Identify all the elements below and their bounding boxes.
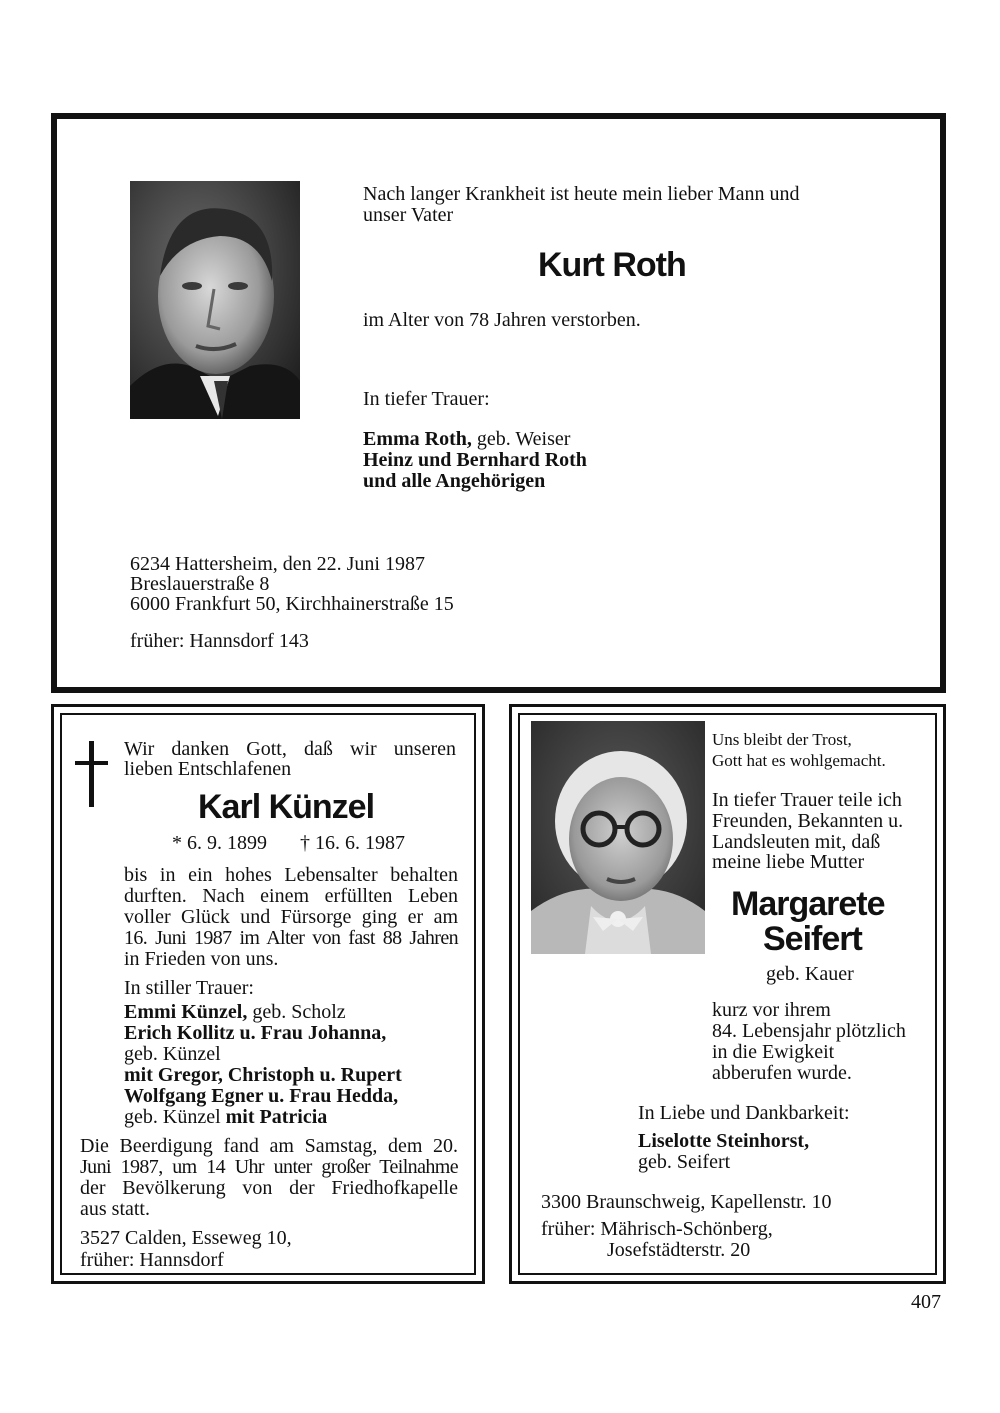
body-line: durften. Nach einem erfüllten Leben	[124, 885, 458, 907]
deceased-name: Karl Künzel	[198, 788, 375, 826]
age-line: im Alter von 78 Jahren verstorben.	[363, 309, 641, 331]
intro-line: Nach langer Krankheit ist heute mein lieber Mann und	[363, 183, 800, 205]
mourner-maiden-name: geb. Weiser	[471, 428, 571, 450]
address-line: 6000 Frankfurt 50, Kirchhainerstraße 15	[130, 593, 454, 615]
body-line: 84. Lebensjahr plötzlich	[712, 1020, 906, 1042]
mourner-line: Erich Kollitz u. Frau Johanna,	[124, 1022, 387, 1044]
mourning-label: In stiller Trauer:	[124, 977, 254, 999]
funeral-line: aus statt.	[80, 1198, 150, 1220]
mourner-name: Emmi Künzel,	[124, 1001, 248, 1023]
funeral-line: Die Beerdigung fand am Samstag, dem 20.	[80, 1135, 458, 1157]
address-line: 3300 Braunschweig, Kapellenstr. 10	[541, 1191, 832, 1213]
quote-line: Uns bleibt der Trost,	[712, 730, 852, 749]
mourner-maiden-name: geb. Scholz	[247, 1001, 346, 1023]
deceased-first-name: Margarete	[731, 885, 885, 923]
mourner-name: Liselotte Steinhorst,	[638, 1130, 810, 1152]
portrait-photo-kurt-roth	[130, 181, 300, 419]
address-line: früher: Hannsdorf	[80, 1249, 224, 1271]
mourner-line: und alle Angehörigen	[363, 470, 546, 492]
mourner-name: Emma Roth,	[363, 428, 472, 450]
deceased-name: Kurt Roth	[538, 246, 686, 284]
mourner-line: Heinz und Bernhard Roth	[363, 449, 587, 471]
birth-date: * 6. 9. 1899	[172, 832, 267, 854]
intro-line: Wir danken Gott, daß wir unseren	[124, 738, 456, 760]
mourner-line	[124, 1002, 346, 1023]
cross-icon	[72, 741, 112, 807]
mourner-name: mit Patricia	[225, 1106, 328, 1128]
intro-line: In tiefer Trauer teile ich	[712, 789, 902, 811]
body-line: kurz vor ihrem	[712, 999, 831, 1021]
mourner-line	[124, 1107, 327, 1128]
death-date: † 16. 6. 1987	[300, 832, 405, 854]
mourner-maiden-name: geb. Künzel	[124, 1106, 226, 1128]
former-residence: früher: Hannsdorf 143	[130, 630, 309, 652]
page-number: 407	[911, 1291, 941, 1313]
mourner-line	[363, 429, 570, 450]
body-line: in die Ewigkeit	[712, 1041, 835, 1063]
quote-line: Gott hat es wohlgemacht.	[712, 751, 886, 770]
funeral-line: Juni 1987, um 14 Uhr unter großer Teilnahme	[80, 1156, 458, 1178]
thanks-label: In Liebe und Dankbarkeit:	[638, 1102, 850, 1124]
deceased-last-name: Seifert	[763, 920, 862, 958]
mourner-line: geb. Künzel	[124, 1043, 221, 1065]
former-residence: Josefstädterstr. 20	[607, 1239, 751, 1261]
former-residence: früher: Mährisch-Schönberg,	[541, 1218, 773, 1240]
intro-line: unser Vater	[363, 204, 454, 226]
body-line: voller Glück und Fürsorge ging er am	[124, 906, 458, 928]
mourner-line: Wolfgang Egner u. Frau Hedda,	[124, 1085, 399, 1107]
maiden-name: geb. Kauer	[766, 963, 854, 985]
body-line: bis in ein hohes Lebensalter behalten	[124, 864, 458, 886]
portrait-photo-margarete-seifert	[531, 721, 705, 954]
intro-line: meine liebe Mutter	[712, 851, 865, 873]
mourner-maiden-name: geb. Seifert	[638, 1151, 731, 1173]
intro-line: Freunden, Bekannten u.	[712, 810, 904, 832]
body-line: in Frieden von uns.	[124, 948, 279, 970]
intro-line: lieben Entschlafenen	[124, 758, 292, 780]
mourner-line: mit Gregor, Christoph u. Rupert	[124, 1064, 402, 1086]
intro-line: Landsleuten mit, daß	[712, 831, 881, 853]
address-line: Breslauerstraße 8	[130, 573, 270, 595]
funeral-line: der Bevölkerung von der Friedhofkapelle	[80, 1177, 458, 1199]
body-line: abberufen wurde.	[712, 1062, 852, 1084]
address-line: 6234 Hattersheim, den 22. Juni 1987	[130, 553, 425, 575]
mourning-label: In tiefer Trauer:	[363, 388, 490, 410]
address-line: 3527 Calden, Esseweg 10,	[80, 1227, 292, 1249]
body-line: 16. Juni 1987 im Alter von fast 88 Jahren	[124, 927, 458, 949]
